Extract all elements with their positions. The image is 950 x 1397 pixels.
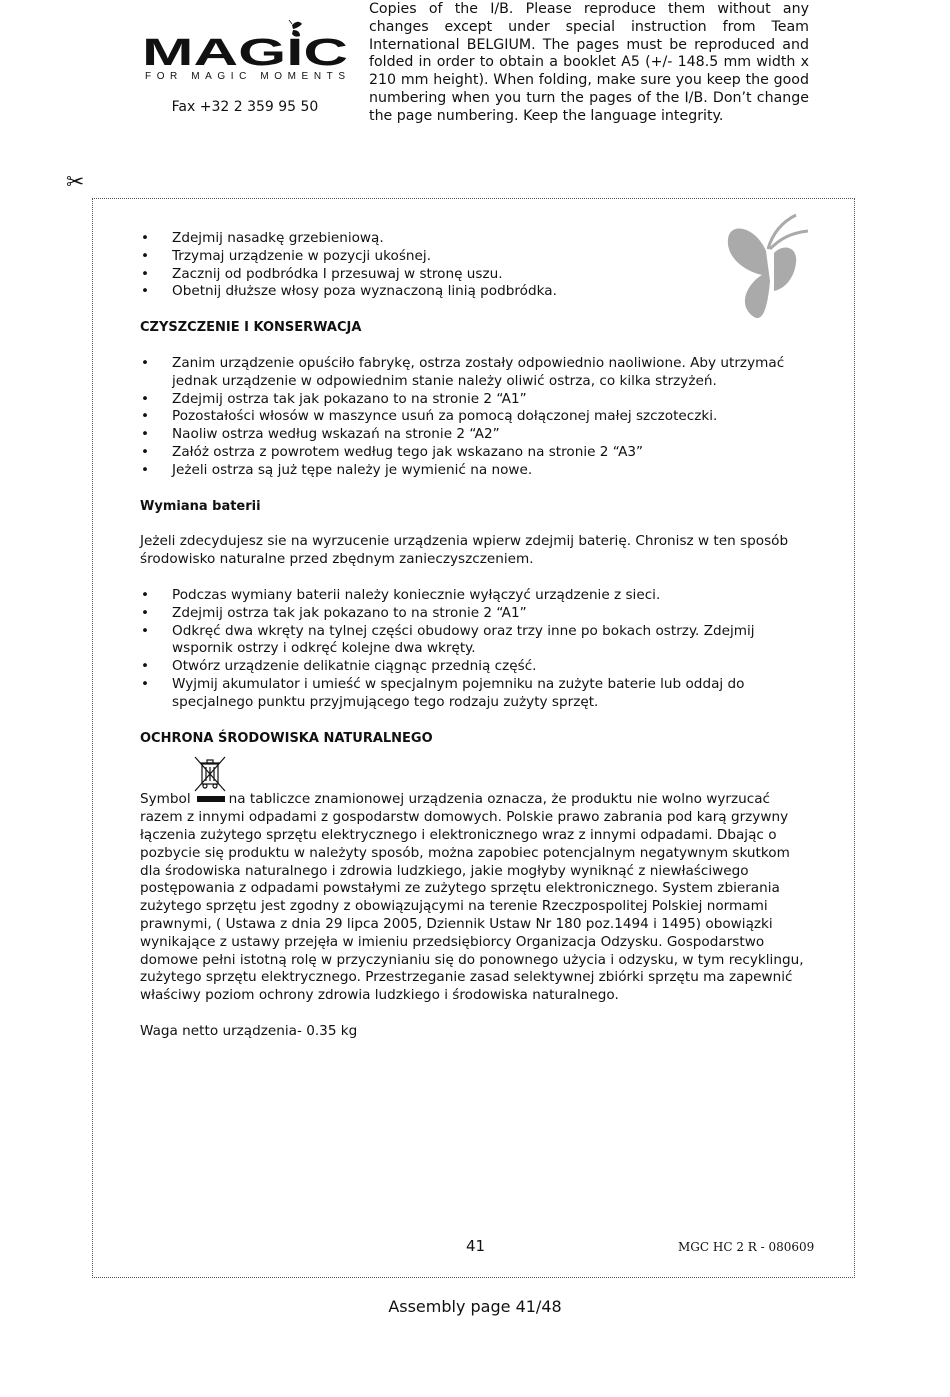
battery-heading: Wymiana baterii — [140, 498, 261, 514]
list-item: • Zdejmij ostrza tak jak pokazano to na stronie 2 “A1” — [140, 391, 812, 409]
logo-tagline: FOR MAGIC MOMENTS — [145, 71, 345, 82]
scissors-icon: ✂ — [66, 170, 85, 195]
magic-logo — [140, 20, 350, 82]
weee-bar-icon — [197, 796, 225, 802]
list-item: • Pozostałości włosów w maszynce usuń za pomocą dołączonej małej szczoteczki. — [140, 408, 812, 426]
weee-symbol-area — [140, 755, 812, 791]
list-item: • Jeżeli ostrza są już tępe należy je wymienić na nowe. — [140, 462, 812, 480]
list-item: • Załóż ostrza z powrotem według tego jak wskazano na stronie 2 “A3” — [140, 444, 812, 462]
list-item: • Zacznij od podbródka I przesuwaj w stronę uszu. — [140, 266, 812, 284]
page-number: 41 — [466, 1237, 486, 1255]
environment-heading: OCHRONA ŚRODOWISKA NATURALNEGO — [140, 730, 433, 746]
intro-list — [140, 230, 812, 301]
cleaning-heading: CZYSZCZENIE I KONSERWACJA — [140, 320, 362, 336]
battery-list — [140, 587, 812, 712]
list-item: • Trzymaj urządzenie w pozycji ukośnej. — [140, 248, 812, 266]
environment-text: na tabliczce znamionowej urządzenia oznacza, że produktu nie wolno wyrzucać razem z innymi odpadami z gospodarstw domowych. Polskie prawo zabrania pod karą grzywny łączenia zużytego sprzętu elektrycznego i elektronicznego wraz z innymi odpadami. Dbając o pozbycie się produktu w należyty sposób, można zapobiec potencjalnym negatywnym skutkom dla środowiska naturalnego i zdrowia ludzkiego, jakie mogłyby wyniknąć z niewłaściwego postępowania z odpadami powstałymi ze zużytego sprzętu elektronicznego. System zbierania zużytego sprzętu jest zgodny z obowiązującymi na terenie Rzeczpospolitej Polskiej normami prawnymi, ( Ustawa z dnia 29 lipca 2005, Dziennik Ustaw Nr 180 poz.1494 i 1495) obowiązki wynikające z ustawy przejęła w imieniu przedsiębiorcy Organizacja Odzysku. Gospodarstwo domowe pełni istotną rolę w przyczynianiu się do ponownego użycia i odzysku, w tym recyklingu, zużytego sprzętu elektrycznego. Przestrzeganie zasad selektywnej zbiórki sprzętu ma zapewnić właściwy poziom ochrony zdrowia ludzkiego i środowiska naturalnego. — [140, 791, 804, 1004]
net-weight: Waga netto urządzenia- 0.35 kg — [140, 1022, 358, 1039]
assembly-page-label: Assembly page 41/48 — [388, 1297, 562, 1316]
list-item: • Zanim urządzenie opuściło fabrykę, ostrza zostały odpowiednio naoliwione. Aby utrzymać jednak urządzenie w odpowiednim stanie należy oliwić ostrza, co kilka strzyżeń. — [140, 355, 812, 391]
symbol-label: Symbol — [140, 791, 191, 808]
list-item: • Otwórz urządzenie delikatnie ciągnąc przednią część. — [140, 658, 812, 676]
cleaning-list — [140, 355, 812, 480]
list-item: • Zdejmij ostrza tak jak pokazano to na stronie 2 “A1” — [140, 605, 812, 623]
list-item: • Zdejmij nasadkę grzebieniową. — [140, 230, 812, 248]
model-code: MGC HC 2 R - 080609 — [678, 1240, 815, 1254]
list-item: • Wyjmij akumulator i umieść w specjalnym pojemniku na zużyte baterie lub oddaj do specjalnego punktu przyjmującego tego rodzaju zużyty sprzęt. — [140, 676, 812, 712]
logo-wordmark: MAGIC — [142, 32, 348, 74]
list-item: • Obetnij dłuższe włosy poza wyznaczoną linią podbródka. — [140, 283, 812, 301]
list-item: • Odkręć dwa wkręty na tylnej części obudowy oraz trzy inne po bokach ostrzy. Zdejmij wspornik ostrzy i odkręć kolejne dwa wkręty. — [140, 623, 812, 659]
main-content — [140, 230, 812, 1041]
environment-paragraph — [140, 791, 812, 1005]
list-item: • Podczas wymiany baterii należy koniecznie wyłączyć urządzenie z sieci. — [140, 587, 812, 605]
fax-number: Fax +32 2 359 95 50 — [171, 99, 319, 115]
battery-paragraph: Jeżeli zdecydujesz sie na wyrzucenie urządzenia wpierw zdejmij baterię. Chronisz w ten sposób środowisko naturalne przed zbędnym zanieczyszczeniem. — [140, 533, 789, 568]
crossed-out-bin-icon — [192, 755, 228, 793]
reproduction-notice: Copies of the I/B. Please reproduce them without any changes except under special instruction from Team International BELGIUM. The pages must be reproduced and folded in order to obtain a booklet A5 (+/- 148.5 mm width x 210 mm height). When folding, make sure you keep the good numbering when you turn the pages of the I/B. Don’t change the page numbering. Keep the language integrity. — [369, 1, 809, 124]
list-item: • Naoliw ostrza według wskazań na stronie 2 “A2” — [140, 426, 812, 444]
